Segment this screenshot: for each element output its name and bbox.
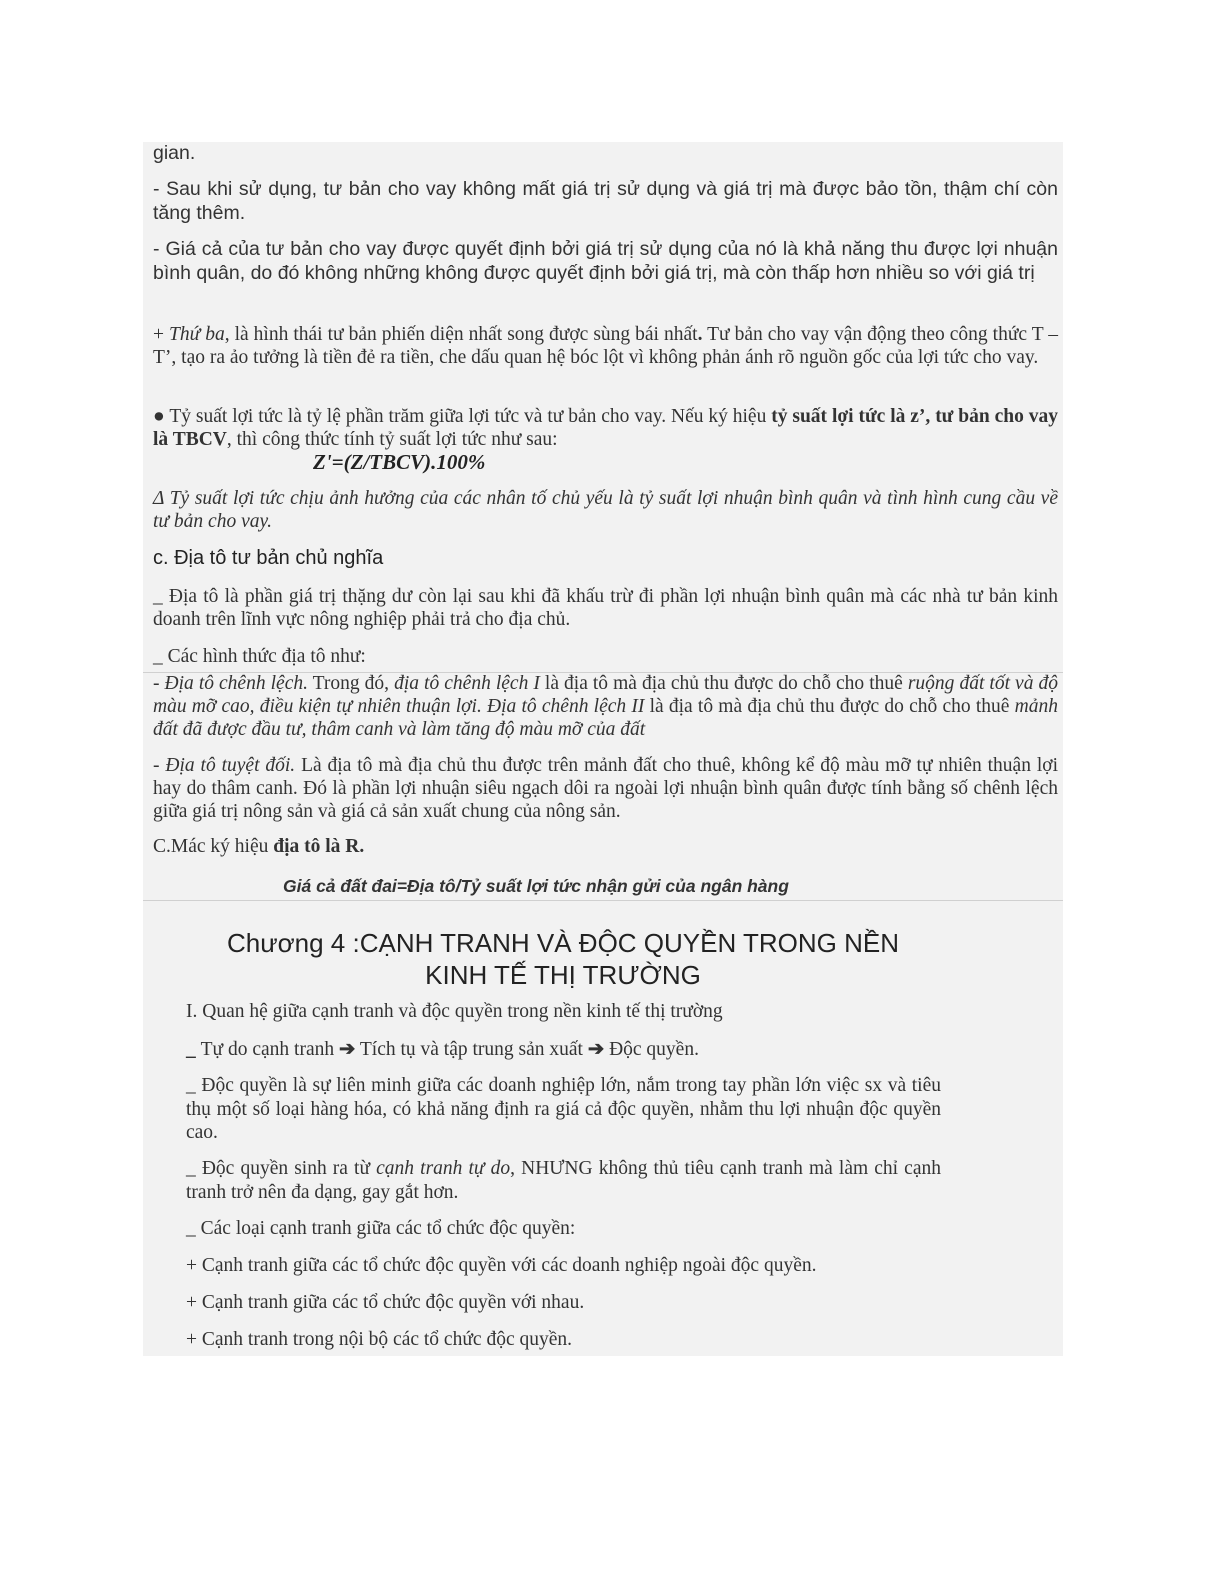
- text-italic: ruộng đất tốt và độ màu mỡ cao, điều kiện tự nhiên thuận lợi. Địa tô chênh lệch II: [153, 673, 1058, 717]
- text-plain: Tư bản cho vay vận động theo công thức T – T’, tạo ra ảo tưởng là tiền đẻ ra tiền, che dấu quan hệ bóc lột vì không phản ánh rõ nguồn gốc của lợi tức cho vay.: [153, 324, 1059, 368]
- paragraph-differential-rent: [153, 672, 1058, 741]
- text-plain: C.Mác ký hiệu: [153, 836, 274, 857]
- list-item: + Cạnh tranh giữa các tổ chức độc quyền với nhau.: [186, 1292, 585, 1313]
- paragraph-after-use: - Sau khi sử dụng, tư bản cho vay không mất giá trị sử dụng và giá trị mà được bảo tồn, thậm chí còn tăng thêm.: [153, 178, 1058, 224]
- text-plain: là địa tô mà địa chủ thu được do chỗ cho thuê: [644, 696, 1015, 717]
- text-plain: Trong đó,: [307, 673, 395, 694]
- chapter-title-line-1: Chương 4 :CẠNH TRANH VÀ ĐỘC QUYỀN TRONG NỀN: [226, 928, 900, 958]
- arrow-right-icon: ➔: [338, 1039, 356, 1060]
- paragraph-absolute-rent: [153, 754, 1058, 823]
- text-italic: - Địa tô chênh lệch.: [153, 673, 308, 694]
- list-item: + Cạnh tranh trong nội bộ các tổ chức độc quyền.: [186, 1329, 573, 1350]
- text-plain: _ Độc quyền sinh ra từ: [186, 1158, 377, 1179]
- text-prefix: +: [153, 324, 169, 345]
- paragraph-competition-types: _ Các loại cạnh tranh giữa các tổ chức độc quyền:: [186, 1218, 576, 1239]
- text-bold: tỷ suất lợi tức là z’, tư bản cho vay là TBCV: [153, 406, 1059, 450]
- text-italic: cạnh tranh tự do: [376, 1158, 511, 1179]
- chapter-title-line-2: KINH TẾ THỊ TRƯỜNG: [425, 960, 701, 990]
- chapter-section-heading: I. Quan hệ giữa cạnh tranh và độc quyền trong nền kinh tế thị trường: [186, 1001, 723, 1022]
- competition-flow: [186, 1038, 941, 1062]
- paragraph-delta-factors: Δ Tỷ suất lợi tức chịu ảnh hưởng của các nhân tố chủ yếu là tỷ suất lợi nhuận bình quân và tình hình cung cầu về tư bản cho vay.: [153, 488, 1058, 532]
- paragraph-monopoly-definition: _ Độc quyền là sự liên minh giữa các doanh nghiệp lớn, nắm trong tay phần lớn việc sx và tiêu thụ một số loại hàng hóa, có khả năng định ra giá cả độc quyền, nhằm thu lợi nhuận độc quyền cao.: [186, 1075, 941, 1143]
- text-italic: mảnh đất đã được đầu tư, thâm canh và làm tăng độ màu mỡ của đất: [153, 696, 1058, 740]
- paragraph-ground-rent-definition: _ Địa tô là phần giá trị thặng dư còn lại sau khi đã khấu trừ đi phần lợi nhuận bình quân mà các nhà tư bản kinh doanh trên lĩnh vực nông nghiệp phải trả cho địa chủ.: [153, 586, 1058, 630]
- text-bold-prefix: _: [186, 1039, 201, 1060]
- text-italic: - Địa tô tuyệt đối.: [153, 755, 296, 776]
- flow-step-free-competition: Tự do cạnh tranh: [200, 1039, 335, 1060]
- text-plain: là địa tô mà địa chủ thu được do chỗ cho thuê: [539, 673, 908, 694]
- flow-step-monopoly: Độc quyền.: [609, 1039, 699, 1060]
- text-plain: ● Tỷ suất lợi tức là tỷ lệ phần trăm giữa lợi tức và tư bản cho vay. Nếu ký hiệu: [153, 406, 772, 427]
- divider: [143, 900, 1063, 901]
- text-italic: địa tô chênh lệch I: [394, 673, 540, 694]
- text-bold-dot: .: [697, 324, 703, 345]
- land-price-formula: Giá cả đất đai=Địa tô/Tỷ suất lợi tức nhận gửi của ngân hàng: [283, 876, 789, 896]
- arrow-right-icon: ➔: [587, 1039, 605, 1060]
- text-plain: , là hình thái tư bản phiến diện nhất song được sùng bái nhất: [224, 324, 698, 345]
- text-plain: , NHƯNG không thủ tiêu cạnh tranh mà làm chỉ cạnh tranh trở nên đa dạng, gay gắt hơn.: [186, 1158, 941, 1203]
- paragraph-interest-rate: [153, 405, 1058, 451]
- paragraph-price-of-loan-capital: - Giá cả của tư bản cho vay được quyết định bởi giá trị sử dụng của nó là khả năng thu được lợi nhuận bình quân, do đó không những không được quyết định bởi giá trị, mà còn thấp hơn nhiều so với giá trị: [153, 238, 1058, 284]
- text-plain: Là địa tô mà địa chủ thu được trên mảnh đất cho thuê, không kể độ màu mỡ tự nhiên thuận lợi hay do thâm canh. Đó là phần lợi nhuận siêu ngạch dôi ra ngoài lợi nhuận bình quân được tính bằng số chênh lệch giữa giá trị nông sản và giá cả sản xuất chung của nông sản.: [153, 755, 1058, 822]
- document-page-content: [143, 142, 1063, 1356]
- paragraph-gian: gian.: [153, 142, 196, 164]
- section-heading-c: c. Địa tô tư bản chủ nghĩa: [153, 547, 384, 569]
- text-bold: địa tô là R.: [273, 836, 365, 857]
- list-item: + Cạnh tranh giữa các tổ chức độc quyền với các doanh nghiệp ngoài độc quyền.: [186, 1255, 817, 1276]
- paragraph-marx-symbol: [153, 835, 1058, 858]
- chapter-title: [183, 927, 943, 991]
- interest-rate-formula: Z'=(Z/TBCV).100%: [313, 450, 486, 474]
- paragraph-ground-rent-forms: _ Các hình thức địa tô như:: [153, 646, 366, 667]
- paragraph-third-form: [153, 323, 1058, 369]
- text-italic-thu-ba: Thứ ba: [169, 324, 225, 345]
- paragraph-monopoly-origin: [186, 1157, 941, 1204]
- flow-step-accumulation: Tích tụ và tập trung sản xuất: [359, 1039, 583, 1060]
- text-plain: , thì công thức tính tỷ suất lợi tức như sau:: [226, 429, 558, 450]
